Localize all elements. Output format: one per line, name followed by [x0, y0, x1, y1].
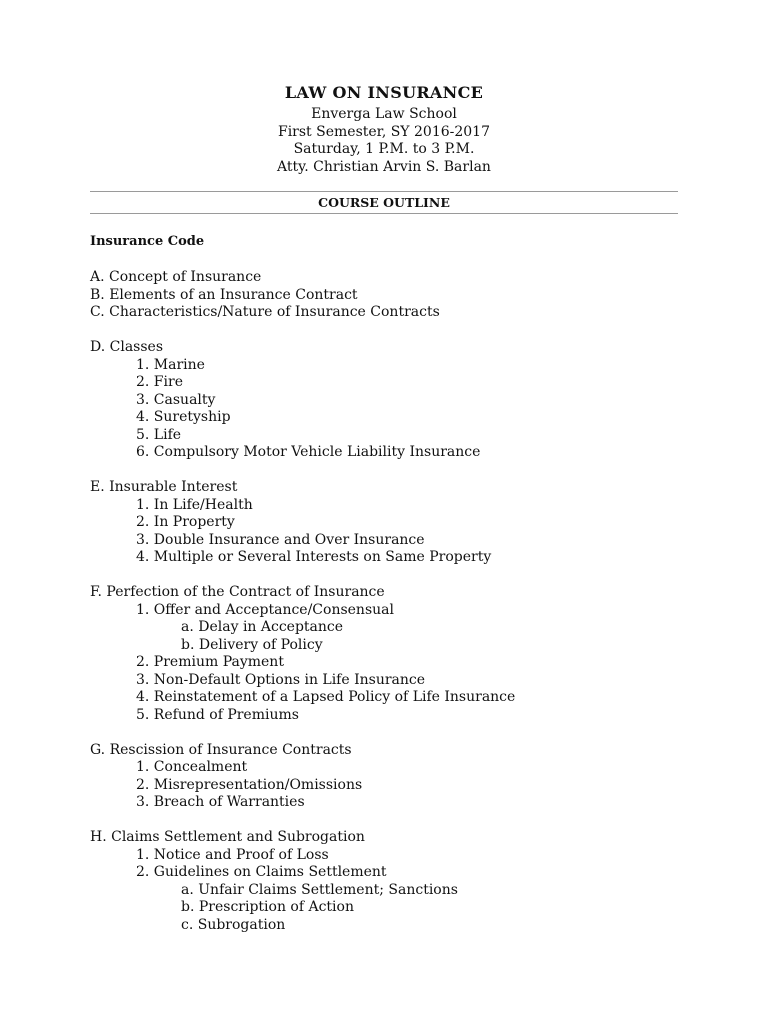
outline-sections	[90, 269, 690, 934]
outline-subtopic: 3. Breach of Warranties	[136, 794, 305, 810]
outline-subtopic: 2. In Property	[136, 514, 235, 530]
outline-subtopic: 1. In Life/Health	[136, 496, 253, 513]
outline-subtopic: 1. Marine	[136, 356, 205, 373]
outline-subtopic: 2. Fire	[136, 374, 183, 390]
outline-topic: A. Concept of Insurance	[90, 269, 262, 285]
outline-subtopic: 3. Double Insurance and Over Insurance	[136, 531, 425, 548]
outline-subtopic: 3. Casualty	[136, 391, 216, 408]
outline-section	[90, 269, 690, 322]
outline-topic: C. Characteristics/Nature of Insurance Contracts	[90, 304, 440, 320]
outline-subtopic: 5. Life	[136, 426, 182, 443]
outline-topic: E. Insurable Interest	[90, 479, 238, 495]
outline-subtopic: 1. Notice and Proof of Loss	[136, 846, 329, 863]
outline-subtopic: 3. Non-Default Options in Life Insurance	[136, 671, 426, 688]
outline-topic: B. Elements of an Insurance Contract	[90, 286, 358, 303]
outline-section	[90, 479, 690, 567]
bottom-divider	[90, 213, 678, 214]
outline-subtopic: 2. Misrepresentation/Omissions	[136, 776, 363, 793]
instructor-line: Atty. Christian Arvin S. Barlan	[277, 158, 491, 175]
outline-sub-subtopic: c. Subrogation	[181, 916, 286, 933]
outline-subtopic: 6. Compulsory Motor Vehicle Liability Insurance	[136, 444, 481, 460]
outline-subtopic: 4. Multiple or Several Interests on Same Property	[136, 549, 492, 565]
outline-sub-subtopic: a. Delay in Acceptance	[181, 619, 344, 635]
outline-topic: G. Rescission of Insurance Contracts	[90, 741, 352, 758]
outline-sub-subtopic: a. Unfair Claims Settlement; Sanctions	[181, 881, 458, 898]
document-title: LAW ON INSURANCE	[284, 83, 484, 102]
schedule-line: Saturday, 1 P.M. to 3 P.M.	[293, 141, 475, 157]
outline-section	[90, 339, 690, 462]
outline-sub-subtopic: b. Prescription of Action	[181, 899, 354, 915]
top-divider	[90, 191, 678, 192]
document-header	[0, 83, 768, 176]
outline-subtopic: 2. Premium Payment	[136, 654, 284, 670]
outline-sub-subtopic: b. Delivery of Policy	[181, 636, 323, 653]
insurance-code-heading: Insurance Code	[90, 234, 205, 249]
outline-section	[90, 829, 690, 934]
semester-line: First Semester, SY 2016-2017	[277, 123, 490, 140]
outline-subtopic: 4. Suretyship	[136, 409, 231, 425]
outline-subtopic: 4. Reinstatement of a Lapsed Policy of Life Insurance	[136, 689, 516, 705]
outline-topic: D. Classes	[90, 339, 164, 355]
outline-topic: F. Perfection of the Contract of Insurance	[90, 584, 385, 600]
outline-topic: H. Claims Settlement and Subrogation	[90, 829, 365, 845]
school-name: Enverga Law School	[311, 106, 457, 122]
outline-subtopic: 1. Offer and Acceptance/Consensual	[136, 601, 394, 618]
outline-content	[90, 233, 690, 952]
course-outline-heading: COURSE OUTLINE	[318, 195, 450, 210]
outline-section	[90, 742, 690, 812]
outline-section	[90, 584, 690, 724]
outline-subtopic: 5. Refund of Premiums	[136, 706, 299, 723]
outline-subtopic: 1. Concealment	[136, 759, 248, 775]
outline-subtopic: 2. Guidelines on Claims Settlement	[136, 864, 387, 880]
